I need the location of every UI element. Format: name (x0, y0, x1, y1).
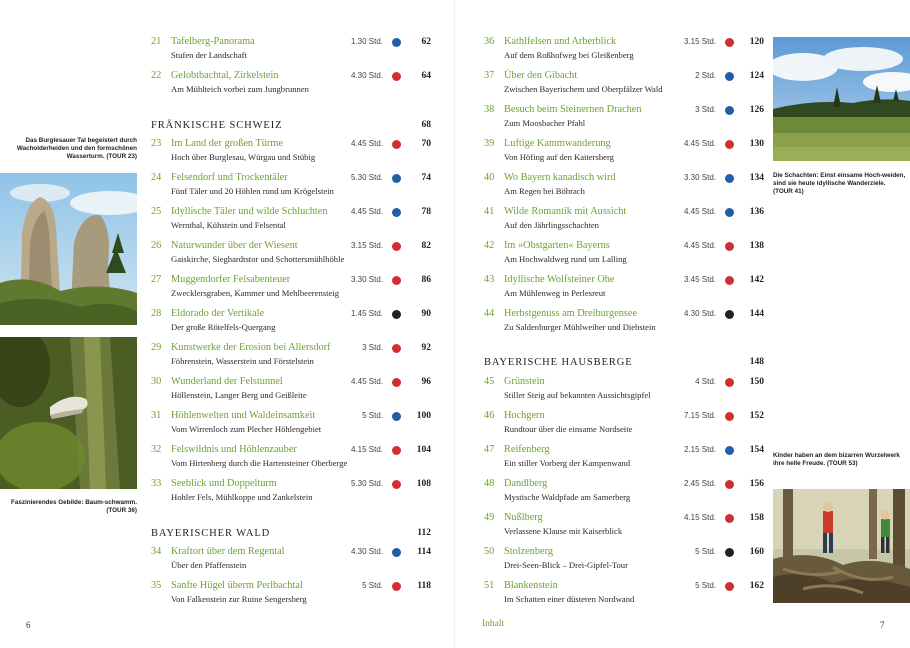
tour-page-number: 100 (416, 411, 431, 421)
tour-page-number: 108 (416, 479, 431, 489)
tour-duration: 3.45 Std. (683, 275, 716, 284)
tour-subtitle: Der große Rötelfels-Quergang (171, 322, 276, 332)
tour-title: Idyllische Täler und wilde Schluchten (171, 206, 328, 217)
right-page (455, 0, 910, 648)
tour-title: Herbstgenuss am Dreiburgensee (504, 308, 638, 319)
tour-subtitle: Höllenstein, Langer Berg und Geißleite (171, 390, 307, 400)
section-fraenkische-schweiz[interactable] (151, 120, 431, 134)
tour-duration: 4.45 Std. (350, 377, 383, 386)
difficulty-dot-icon (725, 548, 734, 557)
tour-title: Seeblick und Doppelturm (171, 478, 277, 489)
tour-title: Wunderland der Felstunnel (171, 376, 283, 387)
section-bayerische-hausberge[interactable] (484, 357, 764, 371)
tour-page-number: 118 (417, 581, 431, 591)
page-number-left: 6 (26, 620, 31, 630)
toc-entry-tour-40[interactable] (484, 172, 764, 202)
section-page-number: 148 (749, 357, 764, 367)
tour-duration: 5 Std. (362, 581, 383, 590)
tour-subtitle: Am Regen bei Böbrach (504, 186, 585, 196)
tour-title: Eldorado der Vertikale (171, 308, 265, 319)
tour-page-number: 126 (749, 105, 764, 115)
photo-caption-schachten: Die Schachten: Einst einsame Hoch-weiden, sind sie heute idyllische Wanderziele. (TOUR 41) (773, 172, 906, 195)
tour-duration: 5 Std. (695, 547, 716, 556)
section-title: BAYERISCHER WALD (151, 528, 271, 539)
toc-entry-tour-34[interactable] (151, 546, 431, 576)
difficulty-dot-icon (392, 276, 401, 285)
tour-duration: 4.45 Std. (683, 241, 716, 250)
tour-page-number: 86 (421, 275, 431, 285)
difficulty-dot-icon (725, 242, 734, 251)
tour-duration: 4 Std. (695, 377, 716, 386)
toc-entry-tour-33[interactable] (151, 478, 431, 508)
tour-duration: 1.30 Std. (350, 37, 383, 46)
tour-number: 50 (484, 546, 495, 557)
toc-entry-tour-49[interactable] (484, 512, 764, 542)
tour-title: Naturwunder über der Wiesent (171, 240, 298, 251)
tour-subtitle: Von Falkenstein zur Ruine Sengersberg (171, 594, 307, 604)
difficulty-dot-icon (392, 208, 401, 217)
difficulty-dot-icon (725, 140, 734, 149)
tour-title: Dandlberg (504, 478, 548, 489)
tour-subtitle: Vom Hirtenberg durch die Hartensteiner Oberberge (171, 458, 348, 468)
toc-entry-tour-39[interactable] (484, 138, 764, 168)
tour-page-number: 136 (749, 207, 764, 217)
tour-page-number: 144 (749, 309, 764, 319)
photo-kids-roots (773, 489, 910, 603)
tour-subtitle: Mystische Waldpfade am Samerberg (504, 492, 631, 502)
tour-number: 23 (151, 138, 162, 149)
tour-page-number: 114 (417, 547, 431, 557)
tour-duration: 3 Std. (695, 105, 716, 114)
photo-meadow-schachten (773, 37, 910, 161)
tour-title: Kunstwerke der Erosion bei Allersdorf (171, 342, 331, 353)
tour-subtitle: Fünf Täler und 20 Höhlen rund um Krögelstein (171, 186, 334, 196)
tour-title: Über den Gibacht (504, 70, 578, 81)
tour-page-number: 154 (749, 445, 764, 455)
tour-subtitle: Auf den Jährlingsschachten (504, 220, 599, 230)
tour-number: 28 (151, 308, 162, 319)
tour-subtitle: Zu Saldenburger Mühlweiher und Diebstein (504, 322, 656, 332)
tour-duration: 1.45 Std. (350, 309, 383, 318)
tour-number: 22 (151, 70, 162, 81)
tour-number: 25 (151, 206, 162, 217)
toc-entry-tour-26[interactable] (151, 240, 431, 270)
difficulty-dot-icon (725, 514, 734, 523)
toc-entry-tour-50[interactable] (484, 546, 764, 576)
tour-subtitle: Zum Moosbacher Pfahl (504, 118, 586, 128)
tour-subtitle: Rundtour über die einsame Nordseite (504, 424, 633, 434)
difficulty-dot-icon (392, 412, 401, 421)
tour-number: 45 (484, 376, 495, 387)
difficulty-dot-icon (725, 38, 734, 47)
tour-page-number: 62 (421, 37, 431, 47)
difficulty-dot-icon (725, 72, 734, 81)
tour-subtitle: Gaiskirche, Sieghardtstor und Schottersmühlhöhle (171, 254, 345, 264)
tour-number: 21 (151, 36, 162, 47)
tour-subtitle: Föhrenstein, Wasserstein und Förstelstein (171, 356, 314, 366)
tour-number: 42 (484, 240, 495, 251)
tour-title: Grünstein (504, 376, 545, 387)
tour-subtitle: Im Schatten einer düsteren Nordwand (504, 594, 635, 604)
difficulty-dot-icon (725, 378, 734, 387)
tour-page-number: 90 (421, 309, 431, 319)
tour-subtitle: Stiller Steig auf bekannten Aussichtsgipfel (504, 390, 651, 400)
tour-subtitle: Auf dem Roßhofweg bei Gleißenberg (504, 50, 634, 60)
tour-subtitle: Drei-Seen-Blick – Drei-Gipfel-Tour (504, 560, 628, 570)
tour-duration: 5.30 Std. (350, 479, 383, 488)
difficulty-dot-icon (392, 310, 401, 319)
tour-page-number: 150 (749, 377, 764, 387)
tour-number: 48 (484, 478, 495, 489)
tour-number: 51 (484, 580, 495, 591)
difficulty-dot-icon (392, 38, 401, 47)
toc-entry-tour-41[interactable] (484, 206, 764, 236)
toc-entry-tour-22[interactable] (151, 70, 431, 100)
tour-title: Kathlfelsen und Arberblick (504, 36, 617, 47)
tour-page-number: 82 (421, 241, 431, 251)
difficulty-dot-icon (392, 480, 401, 489)
difficulty-dot-icon (725, 446, 734, 455)
difficulty-dot-icon (725, 106, 734, 115)
tour-duration: 2 Std. (695, 71, 716, 80)
tour-number: 38 (484, 104, 495, 115)
tour-number: 30 (151, 376, 162, 387)
tour-number: 46 (484, 410, 495, 421)
tour-duration: 3.30 Std. (683, 173, 716, 182)
tour-title: Stolzenberg (504, 546, 553, 557)
toc-entry-tour-21[interactable] (151, 36, 431, 66)
tour-title: Kraftort über dem Regental (171, 546, 285, 557)
tour-number: 24 (151, 172, 162, 183)
difficulty-dot-icon (725, 208, 734, 217)
toc-entry-tour-43[interactable] (484, 274, 764, 304)
tour-title: Gelobtbachtal, Zirkelstein (171, 70, 279, 81)
tour-number: 44 (484, 308, 495, 319)
toc-entry-tour-31[interactable] (151, 410, 431, 440)
tour-number: 29 (151, 342, 162, 353)
tour-subtitle: Zwecklersgraben, Kammer und Mehlbeerensteig (171, 288, 339, 298)
difficulty-dot-icon (392, 548, 401, 557)
tour-number: 27 (151, 274, 162, 285)
toc-entry-tour-42[interactable] (484, 240, 764, 270)
tour-duration: 5.30 Std. (350, 173, 383, 182)
section-page-number: 68 (421, 120, 431, 130)
tour-page-number: 120 (749, 37, 764, 47)
tour-page-number: 158 (749, 513, 764, 523)
tour-title: Höhlenwelten und Waldeinsamkeit (171, 410, 316, 421)
difficulty-dot-icon (392, 72, 401, 81)
toc-entry-tour-35[interactable] (151, 580, 431, 610)
tour-page-number: 138 (749, 241, 764, 251)
photo-caption-fungus: Faszinierendes Gebilde: Baum-schwamm. (TOUR 36) (11, 499, 137, 514)
tour-duration: 4.45 Std. (350, 139, 383, 148)
tour-page-number: 64 (421, 71, 431, 81)
tour-title: Besuch beim Steinernen Drachen (504, 104, 642, 115)
tour-number: 33 (151, 478, 162, 489)
difficulty-dot-icon (392, 446, 401, 455)
tour-duration: 4.30 Std. (350, 547, 383, 556)
difficulty-dot-icon (392, 140, 401, 149)
tour-number: 32 (151, 444, 162, 455)
tour-title: Sanfte Hügel überm Perlbachtal (171, 580, 303, 591)
tour-subtitle: Stufen der Landschaft (171, 50, 247, 60)
section-page-number: 112 (417, 528, 431, 538)
toc-entry-tour-28[interactable] (151, 308, 431, 338)
tour-title: Hochgern (504, 410, 545, 421)
tour-duration: 4.45 Std. (683, 207, 716, 216)
tour-duration: 4.15 Std. (683, 513, 716, 522)
tour-duration: 4.30 Std. (683, 309, 716, 318)
tour-duration: 3.15 Std. (350, 241, 383, 250)
toc-entry-tour-38[interactable] (484, 104, 764, 134)
photo-tree-fungus (0, 337, 137, 489)
tour-duration: 4.45 Std. (350, 207, 383, 216)
tour-subtitle: Hohler Fels, Mühlkoppe und Zankelstein (171, 492, 313, 502)
difficulty-dot-icon (392, 174, 401, 183)
tour-duration: 7.15 Std. (683, 411, 716, 420)
tour-subtitle: Am Hochwaldweg rund um Lalling (504, 254, 627, 264)
toc-entry-tour-25[interactable] (151, 206, 431, 236)
tour-page-number: 130 (749, 139, 764, 149)
tour-subtitle: Verlassene Klause mit Kaiserblick (504, 526, 623, 536)
tour-page-number: 70 (421, 139, 431, 149)
toc-entry-tour-44[interactable] (484, 308, 764, 338)
tour-number: 26 (151, 240, 162, 251)
difficulty-dot-icon (392, 378, 401, 387)
difficulty-dot-icon (725, 480, 734, 489)
tour-title: Tafelberg-Panorama (171, 36, 255, 47)
toc-entry-tour-37[interactable] (484, 70, 764, 100)
tour-title: Im »Obstgarten« Bayerns (504, 240, 610, 251)
tour-title: Felsendorf und Trockentäler (171, 172, 288, 183)
toc-entry-tour-36[interactable] (484, 36, 764, 66)
tour-title: Blankenstein (504, 580, 558, 591)
tour-page-number: 156 (749, 479, 764, 489)
tour-duration: 3 Std. (362, 343, 383, 352)
toc-entry-tour-51[interactable] (484, 580, 764, 610)
tour-title: Luftige Kammwanderung (504, 138, 611, 149)
tour-duration: 2.45 Std. (683, 479, 716, 488)
section-title: FRÄNKISCHE SCHWEIZ (151, 120, 283, 131)
tour-title: Muggendorfer Felsabenteuer (171, 274, 291, 285)
tour-duration: 4.45 Std. (683, 139, 716, 148)
tour-title: Wo Bayern kanadisch wird (504, 172, 616, 183)
toc-entry-tour-32[interactable] (151, 444, 431, 474)
toc-entry-tour-23[interactable] (151, 138, 431, 168)
difficulty-dot-icon (725, 276, 734, 285)
tour-subtitle: Wernthal, Kühstein und Felsental (171, 220, 286, 230)
tour-title: Nußlberg (504, 512, 543, 523)
tour-page-number: 162 (749, 581, 764, 591)
tour-duration: 4.15 Std. (350, 445, 383, 454)
tour-page-number: 96 (421, 377, 431, 387)
tour-title: Felswildnis und Höhlenzauber (171, 444, 297, 455)
toc-entry-tour-45[interactable] (484, 376, 764, 406)
tour-page-number: 152 (749, 411, 764, 421)
tour-subtitle: Von Höfing auf den Kaitersberg (504, 152, 614, 162)
toc-entry-tour-30[interactable] (151, 376, 431, 406)
tour-page-number: 78 (421, 207, 431, 217)
tour-duration: 3.30 Std. (350, 275, 383, 284)
toc-entry-tour-47[interactable] (484, 444, 764, 474)
toc-entry-tour-46[interactable] (484, 410, 764, 440)
difficulty-dot-icon (392, 582, 401, 591)
tour-subtitle: Am Mühlenweg in Perlesreut (504, 288, 606, 298)
difficulty-dot-icon (392, 242, 401, 251)
tour-number: 49 (484, 512, 495, 523)
section-title: BAYERISCHE HAUSBERGE (484, 357, 633, 368)
photo-caption-burglesau: Das Burglesauer Tal begeistert durch Wacholderheiden und den formschönen Wasserturm. (TOUR 23) (16, 137, 137, 160)
tour-number: 36 (484, 36, 495, 47)
toc-entry-tour-48[interactable] (484, 478, 764, 508)
tour-subtitle: Ein stiller Vorberg der Kampenwand (504, 458, 631, 468)
difficulty-dot-icon (392, 344, 401, 353)
tour-number: 40 (484, 172, 495, 183)
difficulty-dot-icon (725, 582, 734, 591)
tour-page-number: 142 (749, 275, 764, 285)
tour-duration: 4.30 Std. (350, 71, 383, 80)
tour-page-number: 160 (749, 547, 764, 557)
difficulty-dot-icon (725, 412, 734, 421)
tour-title: Wilde Romantik mit Aussicht (504, 206, 627, 217)
tour-page-number: 92 (421, 343, 431, 353)
tour-subtitle: Zwischen Bayerischem und Oberpfälzer Wald (504, 84, 663, 94)
photo-caption-roots: Kinder haben an dem bizarren Wurzelwerk ihre helle Freude. (TOUR 53) (773, 452, 900, 467)
tour-number: 35 (151, 580, 162, 591)
toc-entry-tour-27[interactable] (151, 274, 431, 304)
section-bayerischer-wald[interactable] (151, 528, 431, 542)
tour-number: 31 (151, 410, 162, 421)
tour-number: 37 (484, 70, 495, 81)
page-number-right: 7 (880, 620, 885, 630)
tour-page-number: 104 (416, 445, 431, 455)
tour-page-number: 124 (749, 71, 764, 81)
tour-number: 34 (151, 546, 162, 557)
tour-title: Idyllische Wolfsteiner Ohe (504, 274, 615, 285)
tour-number: 41 (484, 206, 495, 217)
toc-entry-tour-29[interactable] (151, 342, 431, 372)
tour-duration: 3.15 Std. (683, 37, 716, 46)
tour-duration: 5 Std. (695, 581, 716, 590)
tour-duration: 2.15 Std. (683, 445, 716, 454)
tour-title: Im Land der großen Türme (171, 138, 283, 149)
tour-subtitle: Vom Wirrenloch zum Plecher Höhlengebiet (171, 424, 322, 434)
tour-duration: 5 Std. (362, 411, 383, 420)
difficulty-dot-icon (725, 310, 734, 319)
tour-number: 39 (484, 138, 495, 149)
tour-subtitle: Hoch über Burglesau, Würgau und Stübig (171, 152, 316, 162)
tour-page-number: 134 (749, 173, 764, 183)
tour-title: Reifenberg (504, 444, 550, 455)
tour-number: 43 (484, 274, 495, 285)
tour-page-number: 74 (421, 173, 431, 183)
footer-contents-label: Inhalt (482, 619, 505, 629)
difficulty-dot-icon (725, 174, 734, 183)
tour-subtitle: Am Mühlteich vorbei zum Jungbrunnen (171, 84, 309, 94)
toc-entry-tour-24[interactable] (151, 172, 431, 202)
photo-rock-towers (0, 173, 137, 325)
tour-number: 47 (484, 444, 495, 455)
tour-subtitle: Über den Pfaffenstein (171, 560, 247, 570)
